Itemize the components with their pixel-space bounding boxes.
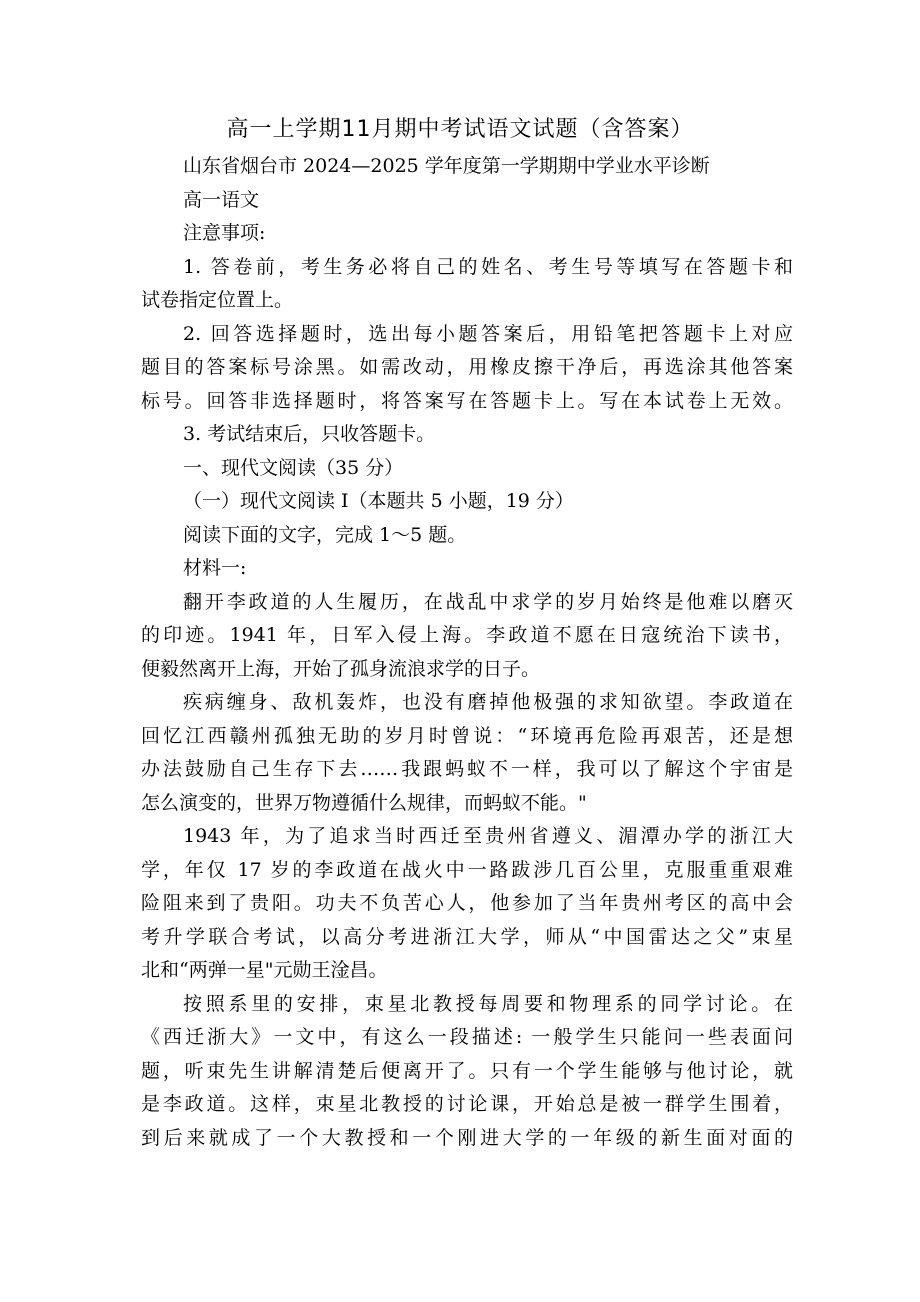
text-line: 注意事项: (183, 222, 266, 244)
text-line: 高一语文 (183, 188, 260, 211)
text-line: 回忆江西赣州孤独无助的岁月时曾说：“环境再危险再艰苦，还是想 (141, 724, 793, 747)
text-line: 阅读下面的文字，完成 1～5 题。 (183, 523, 467, 546)
text-line: 2. 回答选择题时，选出每小题答案后，用铅笔把答题卡上对应 (183, 322, 793, 345)
text-line: 1943 年，为了追求当时西迁至贵州省遵义、湄潭办学的浙江大 (183, 825, 793, 847)
document-title: 高一上学期11月期中考试语文试题（含答案） (226, 117, 694, 142)
text-line: 北和“两弹一星"元勋王淦昌。 (141, 959, 388, 981)
text-line: 办法鼓励自己生存下去……我跟蚂蚁不一样，我可以了解这个宇宙是 (141, 758, 793, 780)
text-line: 是李政道。这样，束星北教授的讨论课，开始总是被一群学生围着， (141, 1093, 793, 1115)
text-line: 试卷指定位置上。 (141, 289, 294, 311)
text-line: 题，听束先生讲解清楚后便离开了。只有一个学生能够与他讨论，就 (141, 1059, 793, 1082)
text-line: 3. 考试结束后，只收答题卡。 (183, 423, 436, 445)
text-line: 便毅然离开上海，开始了孤身流浪求学的日子。 (141, 657, 541, 680)
text-line: 一、现代文阅读（35 分） (183, 456, 404, 479)
text-line: 按照系里的安排，束星北教授每周要和物理系的同学讨论。在 (183, 992, 793, 1015)
text-line: 山东省烟台市 2024—2025 学年度第一学期期中学业水平诊断 (183, 155, 710, 177)
text-line: （一）现代文阅读 I（本题共 5 小题，19 分） (183, 490, 574, 512)
text-line: 险阻来到了贵阳。功夫不负苦心人，他参加了当年贵州考区的高中会 (141, 892, 793, 914)
text-line: 的印迹。1941 年，日军入侵上海。李政道不愿在日寇统治下读书， (141, 624, 793, 646)
text-line: 到后来就成了一个大教授和一个刚进大学的一年级的新生面对面的 (141, 1126, 793, 1149)
text-line: 怎么演变的，世界万物遵循什么规律，而蚂蚁不能。" (141, 791, 587, 814)
document-body (141, 150, 793, 1155)
text-line: 疾病缠身、敌机轰炸，也没有磨掉他极强的求知欲望。李政道在 (183, 691, 793, 713)
text-line: 题目的答案标号涂黑。如需改动，用橡皮擦干净后，再选涂其他答案 (141, 356, 793, 378)
text-line: 考升学联合考试，以高分考进浙江大学，师从“中国雷达之父”束星 (141, 925, 793, 948)
text-line: 标号。回答非选择题时，将答案写在答题卡上。写在本试卷上无效。 (141, 389, 793, 412)
text-line: 1. 答卷前，考生务必将自己的姓名、考生号等填写在答题卡和 (183, 255, 793, 278)
text-line: 学，年仅 17 岁的李政道在战火中一路跋涉几百公里，克服重重艰难 (141, 858, 793, 881)
text-line: 《西迁浙大》一文中，有这么一段描述: 一般学生只能问一些表面问 (141, 1026, 793, 1048)
text-line: 翻开李政道的人生履历，在战乱中求学的岁月始终是他难以磨灭 (183, 590, 793, 613)
text-line: 材料一: (183, 557, 247, 579)
